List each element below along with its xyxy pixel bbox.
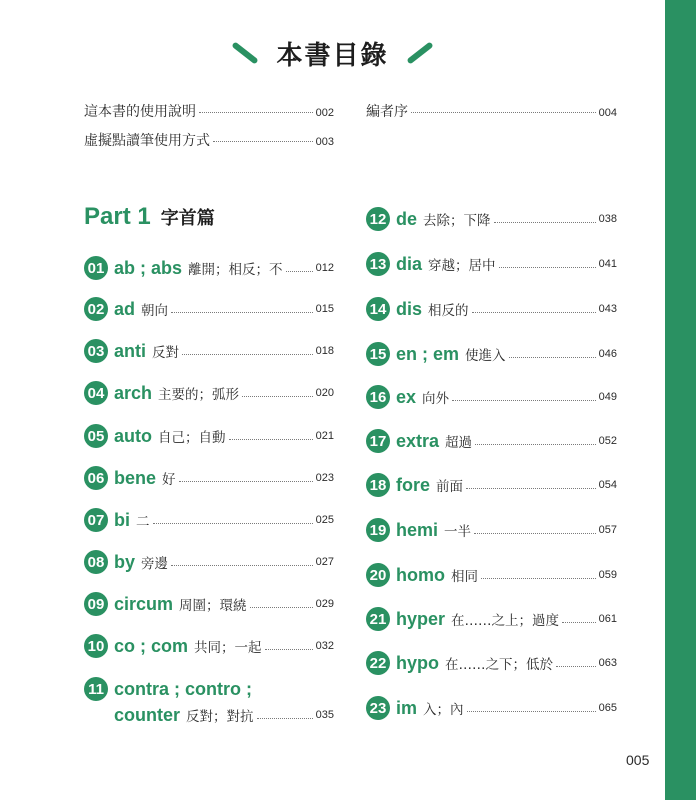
entry-page: 018 bbox=[315, 345, 334, 357]
dot-leader bbox=[499, 267, 596, 268]
entry-meaning: 自己；自動 bbox=[158, 430, 226, 446]
entry-page: 041 bbox=[598, 258, 617, 270]
front-page: 003 bbox=[315, 136, 334, 148]
entry-number-badge: 09 bbox=[84, 592, 108, 616]
front-label: 編者序 bbox=[366, 104, 408, 120]
toc-entry-17[interactable] bbox=[366, 427, 617, 455]
entry-meaning: 離開；相反；不 bbox=[188, 262, 283, 278]
toc-entry-03[interactable] bbox=[84, 337, 334, 365]
entry-page: 057 bbox=[598, 524, 617, 536]
dot-leader bbox=[179, 481, 313, 482]
entry-number-badge: 19 bbox=[366, 518, 390, 542]
entry-prefix: co ; com bbox=[114, 635, 189, 656]
entry-page: 046 bbox=[598, 348, 617, 360]
entry-number-badge: 16 bbox=[366, 385, 390, 409]
dot-leader bbox=[494, 222, 596, 223]
dot-leader bbox=[171, 565, 313, 566]
dot-leader bbox=[153, 523, 313, 524]
entry-number-badge: 03 bbox=[84, 339, 108, 363]
entry-page: 015 bbox=[315, 303, 334, 315]
part-heading bbox=[84, 203, 215, 231]
front-page: 004 bbox=[598, 107, 617, 119]
entry-page: 025 bbox=[315, 514, 334, 526]
entry-page: 065 bbox=[598, 702, 617, 714]
toc-entry-10[interactable] bbox=[84, 632, 334, 660]
entry-prefix-cont: counter bbox=[114, 704, 181, 725]
dot-leader bbox=[474, 533, 596, 534]
entry-prefix: ab ; abs bbox=[114, 257, 183, 278]
entry-number-badge: 04 bbox=[84, 381, 108, 405]
entry-number-badge: 05 bbox=[84, 424, 108, 448]
entry-number-badge: 14 bbox=[366, 297, 390, 321]
entry-page: 061 bbox=[598, 613, 617, 625]
entry-number-badge: 11 bbox=[84, 677, 108, 701]
entry-meaning: 在……之下；低於 bbox=[445, 657, 553, 673]
entry-meaning: 反對；對抗 bbox=[186, 709, 254, 725]
toc-entry-14[interactable] bbox=[366, 295, 617, 323]
toc-front-preface[interactable] bbox=[366, 101, 617, 121]
title-slash-left-icon bbox=[232, 41, 259, 64]
entry-number-badge: 20 bbox=[366, 563, 390, 587]
entry-meaning: 共同；一起 bbox=[194, 640, 262, 656]
dot-leader bbox=[481, 578, 596, 579]
entry-prefix: dis bbox=[396, 298, 423, 319]
entry-number-badge: 06 bbox=[84, 466, 108, 490]
entry-prefix: hyper bbox=[396, 608, 446, 629]
entry-meaning: 朝向 bbox=[141, 303, 169, 319]
entry-page: 038 bbox=[598, 213, 617, 225]
entry-meaning: 去除；下降 bbox=[423, 213, 491, 229]
entry-prefix: fore bbox=[396, 474, 431, 495]
side-color-band bbox=[665, 0, 696, 800]
entry-number-badge: 02 bbox=[84, 297, 108, 321]
dot-leader bbox=[509, 357, 596, 358]
entry-prefix: dia bbox=[396, 253, 423, 274]
dot-leader bbox=[467, 711, 596, 712]
entry-prefix: hemi bbox=[396, 519, 439, 540]
toc-entry-07[interactable] bbox=[84, 506, 334, 534]
entry-prefix: hypo bbox=[396, 652, 439, 673]
entry-number-badge: 13 bbox=[366, 252, 390, 276]
entry-page: 035 bbox=[315, 709, 334, 721]
entry-prefix: ex bbox=[396, 386, 417, 407]
entry-meaning: 周圍；環繞 bbox=[179, 598, 247, 614]
entry-page: 029 bbox=[315, 598, 334, 610]
entry-meaning: 超過 bbox=[445, 435, 473, 451]
dot-leader bbox=[556, 666, 596, 667]
entry-prefix: bi bbox=[114, 509, 130, 530]
toc-entry-15[interactable] bbox=[366, 340, 617, 368]
entry-page: 049 bbox=[598, 391, 617, 403]
dot-leader bbox=[242, 396, 313, 397]
entry-meaning: 在……之上；過度 bbox=[451, 613, 560, 629]
entry-prefix: en ; em bbox=[396, 343, 460, 364]
dot-leader bbox=[213, 141, 313, 142]
entry-page: 032 bbox=[315, 640, 334, 652]
entry-prefix: contra ; contro ; bbox=[114, 678, 252, 699]
front-page: 002 bbox=[315, 107, 334, 119]
entry-page: 063 bbox=[598, 657, 617, 669]
dot-leader bbox=[171, 312, 313, 313]
entry-prefix: im bbox=[396, 697, 418, 718]
entry-prefix: arch bbox=[114, 382, 153, 403]
entry-prefix: by bbox=[114, 551, 136, 572]
entry-page: 052 bbox=[598, 435, 617, 447]
toc-entry-08[interactable] bbox=[84, 548, 334, 576]
entry-number-badge: 10 bbox=[84, 634, 108, 658]
dot-leader bbox=[250, 607, 313, 608]
entry-page: 023 bbox=[315, 472, 334, 484]
entry-meaning: 主要的；弧形 bbox=[158, 387, 240, 403]
title-slash-right-icon bbox=[406, 41, 433, 64]
entry-number-badge: 21 bbox=[366, 607, 390, 631]
entry-prefix: circum bbox=[114, 593, 174, 614]
entry-prefix: anti bbox=[114, 340, 147, 361]
entry-page: 021 bbox=[315, 430, 334, 442]
entry-prefix: bene bbox=[114, 467, 157, 488]
entry-meaning: 反對 bbox=[152, 345, 180, 361]
toc-entry-01[interactable] bbox=[84, 254, 334, 282]
toc-entry-13[interactable] bbox=[366, 250, 617, 278]
entry-page: 020 bbox=[315, 387, 334, 399]
front-label: 這本書的使用說明 bbox=[84, 104, 196, 120]
dot-leader bbox=[452, 400, 596, 401]
dot-leader bbox=[257, 718, 313, 719]
part-label: Part 1 bbox=[84, 203, 151, 230]
entry-meaning: 穿越；居中 bbox=[428, 258, 496, 274]
part-name: 字首篇 bbox=[160, 208, 215, 229]
entry-meaning: 一半 bbox=[444, 524, 472, 540]
dot-leader bbox=[265, 649, 313, 650]
toc-entry-09[interactable] bbox=[84, 590, 334, 618]
entry-meaning: 二 bbox=[136, 514, 150, 530]
toc-entry-18[interactable] bbox=[366, 471, 617, 499]
entry-number-badge: 08 bbox=[84, 550, 108, 574]
entry-number-badge: 15 bbox=[366, 342, 390, 366]
entry-page: 027 bbox=[315, 556, 334, 568]
toc-entry-20[interactable] bbox=[366, 561, 617, 589]
dot-leader bbox=[562, 622, 596, 623]
entry-prefix: extra bbox=[396, 430, 440, 451]
entry-number-badge: 18 bbox=[366, 473, 390, 497]
page-title: 本書目錄 bbox=[276, 40, 389, 71]
entry-prefix: auto bbox=[114, 425, 152, 446]
toc-entry-05[interactable] bbox=[84, 422, 334, 450]
dot-leader bbox=[286, 271, 313, 272]
entry-meaning: 入；內 bbox=[423, 702, 464, 718]
entry-page: 054 bbox=[598, 479, 617, 491]
entry-meaning: 使進入 bbox=[465, 348, 506, 364]
dot-leader bbox=[182, 354, 313, 355]
page-number: 005 bbox=[626, 752, 650, 768]
entry-prefix: de bbox=[396, 208, 418, 229]
toc-entry-11[interactable] bbox=[84, 676, 334, 728]
dot-leader bbox=[229, 439, 313, 440]
dot-leader bbox=[472, 312, 596, 313]
title-bar bbox=[0, 33, 665, 73]
entry-number-badge: 12 bbox=[366, 207, 390, 231]
entry-number-badge: 22 bbox=[366, 651, 390, 675]
entry-page: 059 bbox=[598, 569, 617, 581]
toc-front-pen[interactable] bbox=[84, 130, 334, 150]
dot-leader bbox=[199, 112, 313, 113]
entry-prefix: homo bbox=[396, 564, 445, 585]
entry-prefix: ad bbox=[114, 298, 136, 319]
dot-leader bbox=[411, 112, 596, 113]
toc-entry-21[interactable] bbox=[366, 605, 617, 633]
entry-meaning: 旁邊 bbox=[141, 556, 169, 572]
entry-meaning: 相同 bbox=[451, 569, 478, 585]
entry-meaning: 相反的 bbox=[428, 303, 469, 319]
entry-page: 012 bbox=[315, 262, 334, 274]
entry-number-badge: 01 bbox=[84, 256, 108, 280]
entry-number-badge: 23 bbox=[366, 696, 390, 720]
toc-entry-02[interactable] bbox=[84, 295, 334, 323]
toc-entry-22[interactable] bbox=[366, 649, 617, 677]
toc-entry-19[interactable] bbox=[366, 516, 617, 544]
entry-meaning: 向外 bbox=[422, 391, 450, 407]
entry-page: 043 bbox=[598, 303, 617, 315]
front-label: 虛擬點讀筆使用方式 bbox=[84, 133, 210, 149]
toc-entry-12[interactable] bbox=[366, 205, 617, 233]
entry-meaning: 前面 bbox=[436, 479, 464, 495]
dot-leader bbox=[475, 444, 596, 445]
toc-front-usage[interactable] bbox=[84, 101, 334, 121]
toc-entry-06[interactable] bbox=[84, 464, 334, 492]
toc-entry-04[interactable] bbox=[84, 379, 334, 407]
entry-number-badge: 07 bbox=[84, 508, 108, 532]
toc-entry-16[interactable] bbox=[366, 383, 617, 411]
entry-number-badge: 17 bbox=[366, 429, 390, 453]
dot-leader bbox=[466, 488, 596, 489]
toc-entry-23[interactable] bbox=[366, 694, 617, 722]
entry-meaning: 好 bbox=[162, 472, 176, 488]
